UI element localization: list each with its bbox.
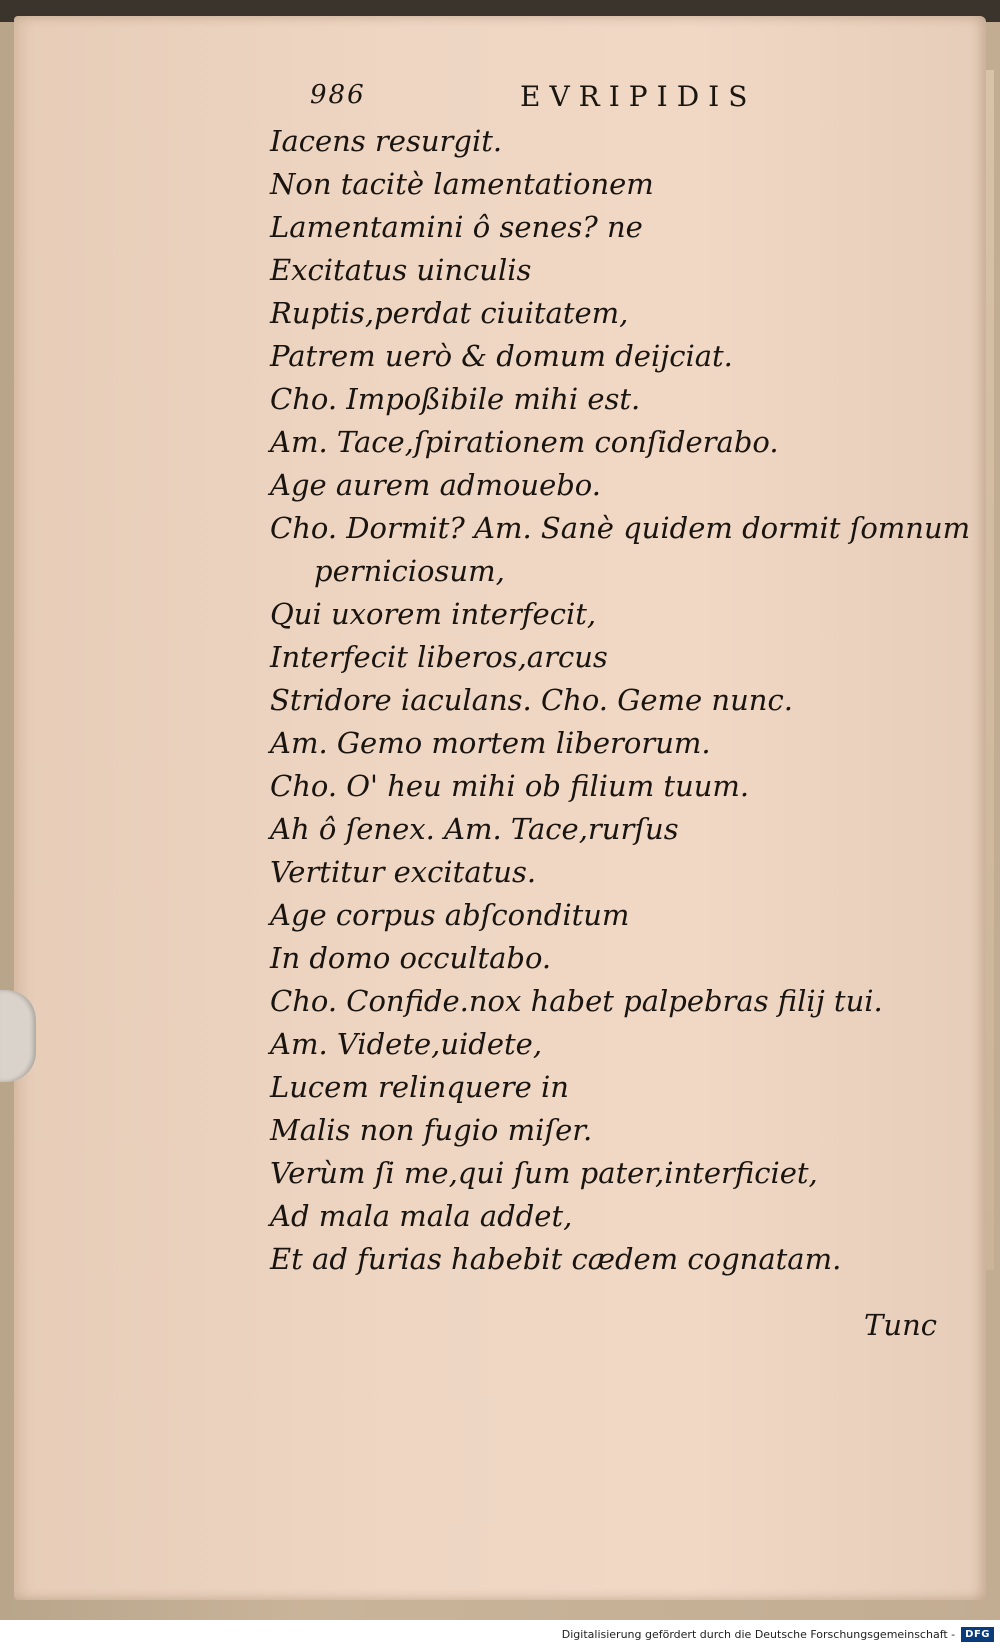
verse-line: Excitatus uinculis	[270, 253, 532, 287]
verse-line: Am. Videte,uidete,	[270, 1027, 543, 1061]
verse-line: Verùm ſi me,qui ſum pater,interficiet,	[270, 1156, 818, 1190]
verse-line: Malis non fugio miſer.	[270, 1113, 593, 1147]
book-clasp	[0, 990, 36, 1082]
verse-line: Ad mala mala addet,	[270, 1199, 573, 1233]
verse-line: Interfecit liberos,arcus	[270, 640, 608, 674]
verse-line: Lamentamini ô senes? ne	[270, 210, 643, 244]
verse-line: In domo occultabo.	[270, 941, 552, 975]
verse-text	[270, 120, 971, 1281]
catchword: Tunc	[864, 1308, 937, 1342]
verse-line: Cho. Impoßibile mihi est.	[270, 382, 641, 416]
verse-line: Stridore iaculans. Cho. Geme nunc.	[270, 683, 793, 717]
verse-line: Ruptis,perdat ciuitatem,	[270, 296, 629, 330]
verse-line: Cho. Confide.nox habet palpebras filij tui.	[270, 984, 883, 1018]
verse-line: Age aurem admouebo.	[270, 468, 601, 502]
verse-line: Lucem relinquere in	[270, 1070, 569, 1104]
verse-line: Cho. Dormit? Am. Sanè quidem dormit ſomnum	[270, 511, 971, 545]
verse-line: Et ad furias habebit cædem cognatam.	[270, 1242, 842, 1276]
digitization-footer	[0, 1620, 1000, 1649]
verse-line: Non tacitè lamentationem	[270, 167, 654, 201]
verse-line: Qui uxorem interfecit,	[270, 597, 597, 631]
page-number: 986	[310, 80, 366, 110]
verse-line: Age corpus abſconditum	[270, 898, 630, 932]
verse-line: Ah ô ſenex. Am. Tace,rurſus	[270, 812, 679, 846]
verse-line: Iacens resurgit.	[270, 124, 503, 158]
footer-credit: Digitalisierung gefördert durch die Deutsche Forschungsgemeinschaft -	[561, 1628, 956, 1641]
verse-line: Vertitur excitatus.	[270, 855, 537, 889]
verse-line: Patrem uerò & domum deijciat.	[270, 339, 733, 373]
verse-line: Am. Tace,ſpirationem conſiderabo.	[270, 425, 779, 459]
verse-line: Am. Gemo mortem liberorum.	[270, 726, 711, 760]
running-title: EVRIPIDIS	[520, 80, 757, 113]
verse-line-continuation: perniciosum,	[314, 554, 505, 588]
dfg-logo: DFG	[961, 1627, 994, 1642]
verse-line: Cho. O' heu mihi ob filium tuum.	[270, 769, 750, 803]
